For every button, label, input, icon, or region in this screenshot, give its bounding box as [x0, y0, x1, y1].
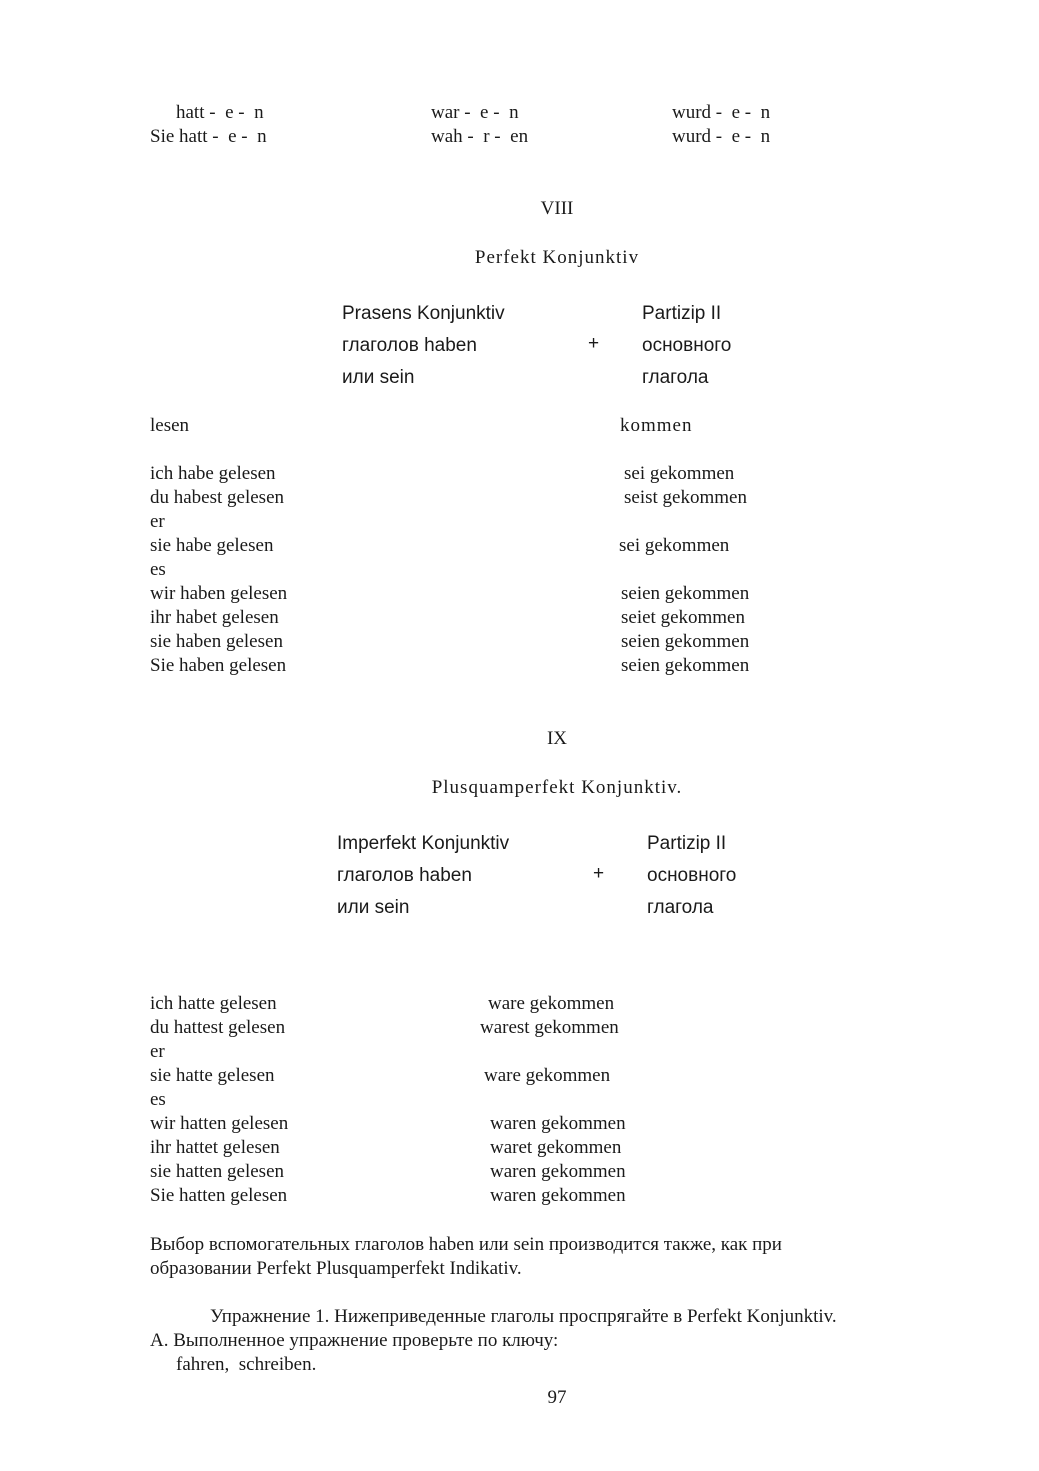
- top-form-col2-row1: war - e - n: [431, 102, 519, 123]
- plusquam-lesen-row: er: [150, 1041, 165, 1062]
- formula-9-right-line3: глагола: [647, 897, 714, 918]
- top-form-col3-row1: wurd - e - n: [672, 102, 771, 123]
- plusquam-kommen-row: waret gekommen: [490, 1137, 622, 1158]
- formula-8-left-line1: Prasens Konjunktiv: [342, 303, 505, 324]
- section-8-numeral: VIII: [540, 198, 574, 219]
- formula-8-right-line1: Partizip II: [642, 303, 722, 324]
- perfekt-kommen-row: sei gekommen: [624, 463, 735, 484]
- exercise-heading: Упражнение 1. Нижеприведенные глаголы проспрягайте в Perfekt Konjunktiv.: [210, 1306, 837, 1327]
- top-form-col1-row1: hatt - e - n: [176, 102, 264, 123]
- perfekt-lesen-row: ihr habet gelesen: [150, 607, 279, 628]
- formula-9-left-line2: глаголов haben: [337, 865, 472, 886]
- note-line-2: образовании Perfekt Plusquamperfekt Indikativ.: [150, 1258, 522, 1279]
- perfekt-lesen-row: sie habe gelesen: [150, 535, 274, 556]
- formula-9-left-line3: или sein: [337, 897, 410, 918]
- section-8-title: Perfekt Konjunktiv: [474, 247, 640, 268]
- perfekt-lesen-row: Sie haben gelesen: [150, 655, 287, 676]
- formula-9-right-line1: Partizip II: [647, 833, 727, 854]
- section-9-title: Plusquamperfekt Konjunktiv.: [431, 777, 683, 798]
- perfekt-lesen-row: er: [150, 511, 165, 532]
- plusquam-kommen-row: waren gekommen: [490, 1161, 626, 1182]
- formula-8-left-line2: глаголов haben: [342, 335, 477, 356]
- formula-8-right-line2: основного: [642, 335, 732, 356]
- section-9-numeral: IX: [546, 728, 568, 749]
- perfekt-kommen-row: seien gekommen: [621, 655, 750, 676]
- plusquam-lesen-row: du hattest gelesen: [150, 1017, 286, 1038]
- perfekt-kommen-row: sei gekommen: [619, 535, 730, 556]
- perfekt-kommen-row: seiet gekommen: [621, 607, 745, 628]
- plusquam-lesen-row: Sie hatten gelesen: [150, 1185, 288, 1206]
- formula-9-left-line1: Imperfekt Konjunktiv: [337, 833, 510, 854]
- perfekt-lesen-row: wir haben gelesen: [150, 583, 288, 604]
- plusquam-kommen-row: warest gekommen: [480, 1017, 619, 1038]
- plusquam-lesen-row: sie hatten gelesen: [150, 1161, 285, 1182]
- exercise-verbs: fahren, schreiben.: [176, 1354, 317, 1375]
- formula-8-right-line3: глагола: [642, 367, 709, 388]
- perfekt-lesen-row: ich habe gelesen: [150, 463, 276, 484]
- perfekt-lesen-row: es: [150, 559, 166, 580]
- plusquam-lesen-row: wir hatten gelesen: [150, 1113, 289, 1134]
- formula-9-right-line2: основного: [647, 865, 737, 886]
- formula-8-plus: +: [588, 333, 600, 354]
- page-number: 97: [547, 1387, 567, 1408]
- plusquam-lesen-row: ich hatte gelesen: [150, 993, 277, 1014]
- perfekt-lesen-row: sie haben gelesen: [150, 631, 283, 652]
- top-form-col3-row2: wurd - e - n: [672, 126, 771, 147]
- verb-lesen-heading: lesen: [150, 415, 190, 436]
- formula-8-left-line3: или sein: [342, 367, 415, 388]
- perfekt-kommen-row: seien gekommen: [621, 583, 750, 604]
- top-form-col2-row2: wah - r - en: [431, 126, 529, 147]
- exercise-instruction: А. Выполненное упражнение проверьте по ключу:: [150, 1330, 559, 1351]
- verb-kommen-heading: kommen: [620, 415, 693, 436]
- plusquam-lesen-row: es: [150, 1089, 166, 1110]
- note-line-1: Выбор вспомогательных глаголов haben или sein производится также, как при: [150, 1234, 782, 1255]
- plusquam-lesen-row: sie hatte gelesen: [150, 1065, 275, 1086]
- perfekt-kommen-row: seien gekommen: [621, 631, 750, 652]
- perfekt-lesen-row: du habest gelesen: [150, 487, 285, 508]
- plusquam-kommen-row: waren gekommen: [490, 1113, 626, 1134]
- formula-9-plus: +: [593, 863, 605, 884]
- plusquam-kommen-row: ware gekommen: [484, 1065, 611, 1086]
- plusquam-kommen-row: ware gekommen: [488, 993, 615, 1014]
- top-form-col1-row2: Sie hatt - e - n: [150, 126, 267, 147]
- plusquam-kommen-row: waren gekommen: [490, 1185, 626, 1206]
- perfekt-kommen-row: seist gekommen: [624, 487, 747, 508]
- plusquam-lesen-row: ihr hattet gelesen: [150, 1137, 280, 1158]
